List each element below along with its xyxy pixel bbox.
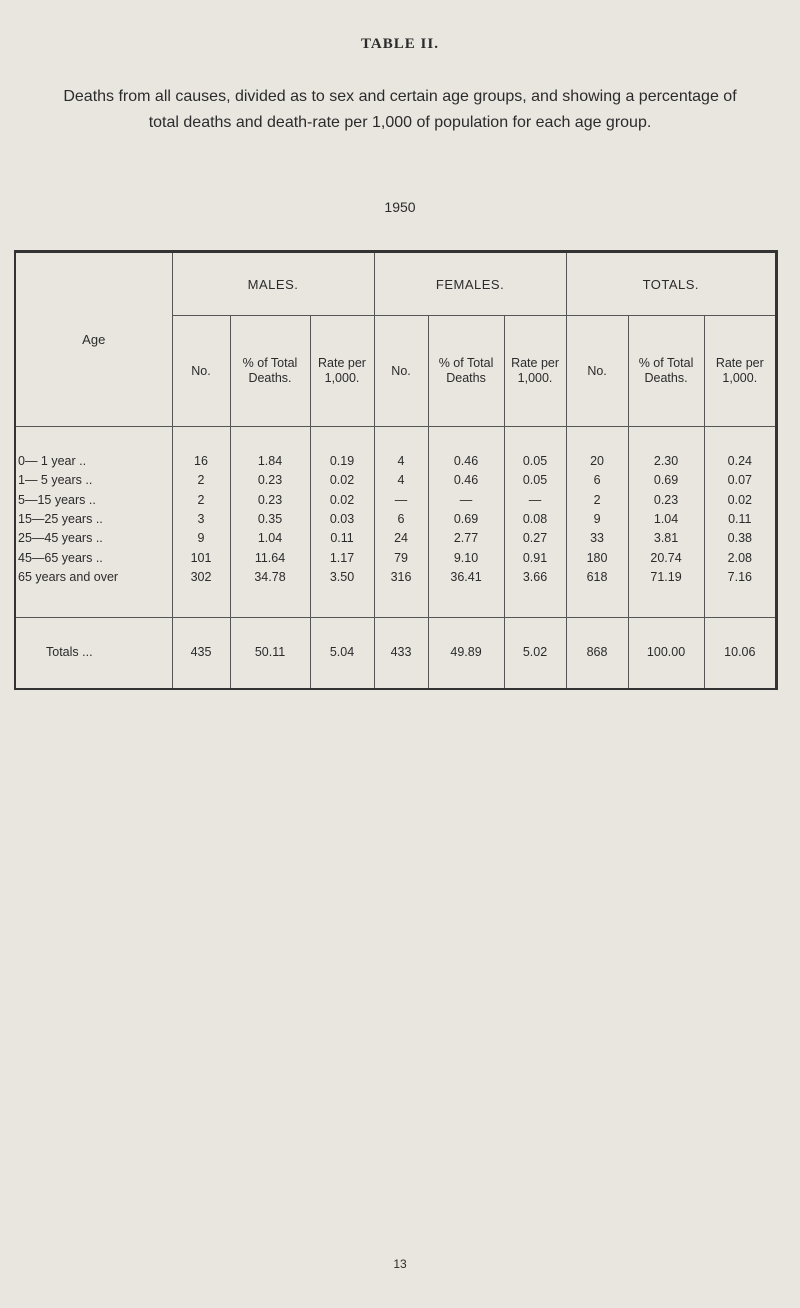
males-rate-total: 5.04	[310, 617, 374, 688]
females-no-cell: 24	[374, 529, 428, 548]
males-pct-cell: 0.35	[230, 510, 310, 529]
totals-rate-cell: 0.07	[704, 471, 775, 490]
males-pct-total: 50.11	[230, 617, 310, 688]
totals-no-cell: 618	[566, 568, 628, 587]
females-no-cell: —	[374, 491, 428, 510]
totals-rate-cell: 0.38	[704, 529, 775, 548]
table-row	[16, 510, 775, 529]
males-rate-cell: 0.19	[310, 452, 374, 471]
females-no-header: No.	[374, 316, 428, 427]
males-no-cell: 101	[172, 548, 230, 567]
females-pct-cell: 0.46	[428, 452, 504, 471]
table-row	[16, 491, 775, 510]
totals-no-cell: 9	[566, 510, 628, 529]
males-group-header: MALES.	[172, 253, 374, 316]
males-pct-cell: 34.78	[230, 568, 310, 587]
table-title: TABLE II.	[361, 36, 439, 52]
males-pct-cell: 11.64	[230, 548, 310, 567]
females-rate-total: 5.02	[504, 617, 566, 688]
totals-pct-cell: 2.30	[628, 452, 704, 471]
females-no-cell: 79	[374, 548, 428, 567]
deaths-table-frame	[14, 250, 778, 690]
age-cell: 1— 5 years ..	[18, 473, 93, 488]
age-cell: 45—65 years ..	[18, 550, 103, 565]
totals-no-header: No.	[566, 316, 628, 427]
females-no-cell: 6	[374, 510, 428, 529]
totals-rate-cell: 0.24	[704, 452, 775, 471]
totals-pct-total: 100.00	[628, 617, 704, 688]
totals-rate-total: 10.06	[704, 617, 775, 688]
totals-no-cell: 6	[566, 471, 628, 490]
totals-pct-cell: 1.04	[628, 510, 704, 529]
females-rate-cell: 0.05	[504, 452, 566, 471]
females-group-header: FEMALES.	[374, 253, 566, 316]
females-rate-cell: 0.08	[504, 510, 566, 529]
totals-no-cell: 180	[566, 548, 628, 567]
males-rate-cell: 3.50	[310, 568, 374, 587]
males-rate-cell: 0.02	[310, 471, 374, 490]
totals-pct-cell: 71.19	[628, 568, 704, 587]
males-pct-cell: 1.84	[230, 452, 310, 471]
table-year: 1950	[384, 199, 416, 215]
totals-no-cell: 20	[566, 452, 628, 471]
males-no-header: No.	[172, 316, 230, 427]
females-pct-cell: 9.10	[428, 548, 504, 567]
totals-pct-header: % of Total Deaths.	[628, 316, 704, 427]
deaths-table	[16, 253, 775, 688]
totals-rate-header: Rate per 1,000.	[704, 316, 775, 427]
age-cell: 65 years and over	[18, 569, 119, 584]
totals-pct-cell: 0.23	[628, 491, 704, 510]
totals-rate-cell: 0.11	[704, 510, 775, 529]
age-cell: 5—15 years ..	[18, 492, 96, 507]
males-no-cell: 302	[172, 568, 230, 587]
females-rate-cell: 0.91	[504, 548, 566, 567]
females-no-total: 433	[374, 617, 428, 688]
totals-pct-cell: 20.74	[628, 548, 704, 567]
males-no-cell: 2	[172, 491, 230, 510]
table-description: Deaths from all causes, divided as to sex and certain age groups, and showing a percentage of total deaths and death-rate per 1,000 of population for each age group.	[63, 88, 737, 131]
males-no-cell: 9	[172, 529, 230, 548]
males-rate-header: Rate per 1,000.	[310, 316, 374, 427]
males-rate-cell: 1.17	[310, 548, 374, 567]
females-pct-cell: 36.41	[428, 568, 504, 587]
males-no-cell: 16	[172, 452, 230, 471]
females-no-cell: 4	[374, 471, 428, 490]
totals-no-total: 868	[566, 617, 628, 688]
females-rate-cell: 3.66	[504, 568, 566, 587]
males-rate-cell: 0.03	[310, 510, 374, 529]
table-row	[16, 452, 775, 471]
males-pct-cell: 1.04	[230, 529, 310, 548]
totals-no-cell: 33	[566, 529, 628, 548]
females-no-cell: 316	[374, 568, 428, 587]
males-pct-header: % of Total Deaths.	[230, 316, 310, 427]
totals-pct-cell: 0.69	[628, 471, 704, 490]
table-row	[16, 471, 775, 490]
females-pct-cell: 0.69	[428, 510, 504, 529]
females-rate-cell: 0.27	[504, 529, 566, 548]
females-pct-cell: 2.77	[428, 529, 504, 548]
page-number: 13	[393, 1257, 407, 1271]
totals-label: Totals ...	[46, 645, 93, 660]
age-cell: 25—45 years ..	[18, 531, 103, 546]
totals-rate-cell: 7.16	[704, 568, 775, 587]
males-rate-cell: 0.11	[310, 529, 374, 548]
totals-rate-cell: 0.02	[704, 491, 775, 510]
table-row	[16, 529, 775, 548]
males-no-cell: 3	[172, 510, 230, 529]
totals-row	[16, 617, 775, 688]
males-rate-cell: 0.02	[310, 491, 374, 510]
females-pct-total: 49.89	[428, 617, 504, 688]
females-pct-cell: 0.46	[428, 471, 504, 490]
group-header-row	[16, 253, 775, 316]
age-cell: 15—25 years ..	[18, 512, 103, 526]
females-rate-header: Rate per 1,000.	[504, 316, 566, 427]
totals-rate-cell: 2.08	[704, 548, 775, 567]
females-rate-cell: 0.05	[504, 471, 566, 490]
males-no-cell: 2	[172, 471, 230, 490]
totals-pct-cell: 3.81	[628, 529, 704, 548]
totals-no-cell: 2	[566, 491, 628, 510]
table-row	[16, 548, 775, 567]
females-pct-header: % of Total Deaths	[428, 316, 504, 427]
males-pct-cell: 0.23	[230, 491, 310, 510]
age-column-header: Age	[16, 253, 172, 427]
males-pct-cell: 0.23	[230, 471, 310, 490]
males-no-total: 435	[172, 617, 230, 688]
age-cell: 0— 1 year ..	[18, 454, 87, 469]
females-rate-cell: —	[504, 491, 566, 510]
table-row	[16, 568, 775, 587]
females-no-cell: 4	[374, 452, 428, 471]
females-pct-cell: —	[428, 491, 504, 510]
totals-group-header: TOTALS.	[566, 253, 775, 316]
